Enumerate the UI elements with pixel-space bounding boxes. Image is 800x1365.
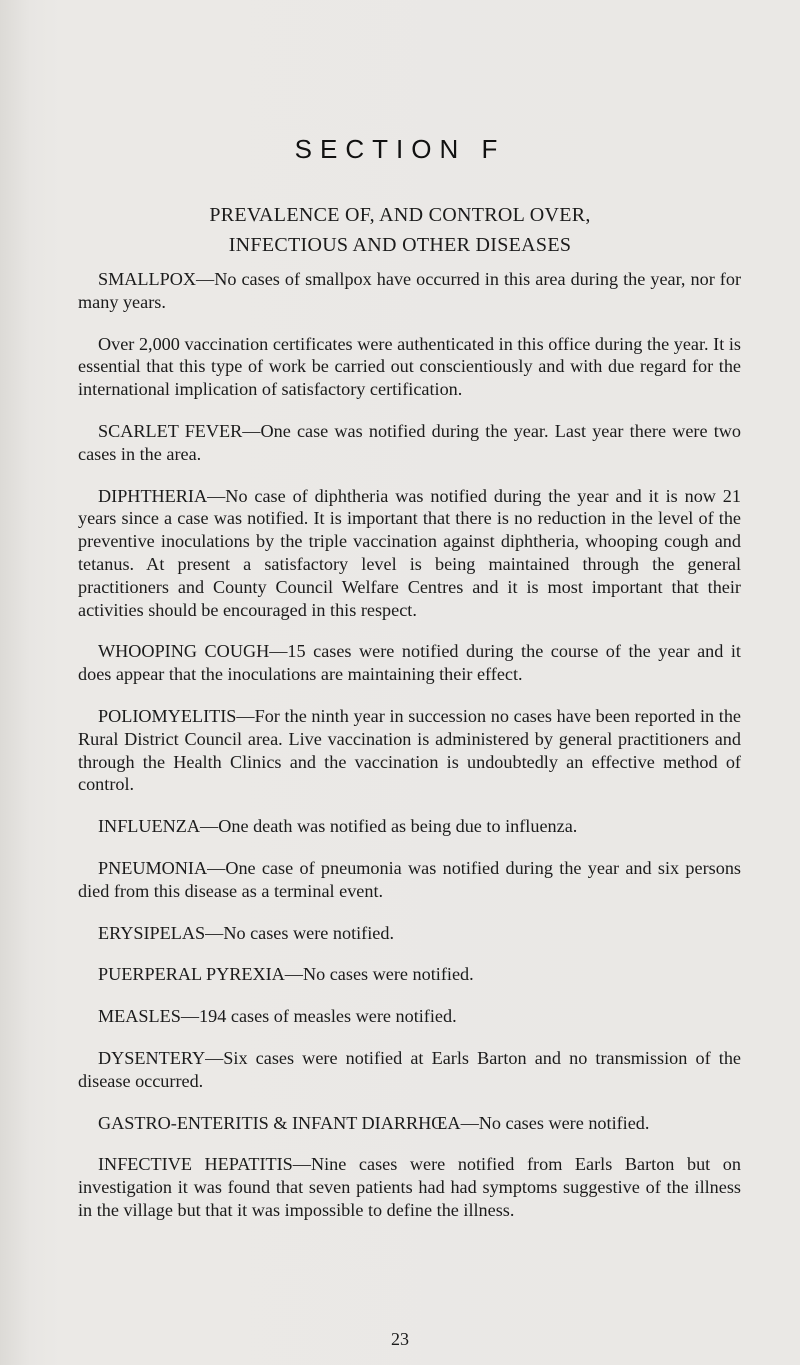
paragraph-influenza: INFLUENZA—One death was notified as being due to influenza. [98, 816, 578, 837]
paragraph-scarlet-fever: SCARLET FEVER—One case was notified during the year. Last year there were two cases in the area. [78, 420, 741, 464]
paragraph-diphtheria: DIPHTHERIA—No case of diphtheria was notified during the year and it is now 21 years since a case was notified. It is important that there is no reduction in the level of the preventive inoculations by the triple vaccination against diphtheria, whooping cough and tetanus. At present a satisfactory level is being maintained through the general practitioners and County Council Welfare Centres and it is most important that their activities should be encouraged in this respect. [78, 485, 741, 620]
section-heading: SECTION F [294, 134, 506, 164]
paragraph-poliomyelitis: POLIOMYELITIS—For the ninth year in succession no cases have been reported in the Rural District Council area. Live vaccination is administered by general practitioners and through the Health Clinics and the vaccination is undoubtedly an effective method of control. [78, 705, 741, 795]
paragraph-erysipelas: ERYSIPELAS—No cases were notified. [98, 922, 395, 943]
paragraph-dysentery: DYSENTERY—Six cases were notified at Earls Barton and no transmission of the disease occurred. [78, 1047, 741, 1091]
page-number: 23 [391, 1329, 409, 1349]
body-text [78, 268, 741, 1241]
paragraph-whooping-cough: WHOOPING COUGH—15 cases were notified during the course of the year and it does appear that the inoculations are maintaining their effect. [78, 641, 741, 685]
paragraph-measles: MEASLES—194 cases of measles were notified. [98, 1006, 457, 1027]
paragraph-vaccination-certificates: Over 2,000 vaccination certificates were authenticated in this office during the year. It is essential that this type of work be carried out conscientiously and with due regard for the international implication of satisfactory certification. [78, 333, 741, 400]
paragraph-gastro-enteritis: GASTRO-ENTERITIS & INFANT DIARRHŒA—No cases were notified. [98, 1112, 650, 1133]
paragraph-smallpox: SMALLPOX—No cases of smallpox have occurred in this area during the year, nor for many years. [78, 269, 741, 312]
page-title [0, 200, 800, 260]
paragraph-pneumonia: PNEUMONIA—One case of pneumonia was notified during the year and six persons died from this disease as a terminal event. [78, 857, 741, 901]
paragraph-puerperal-pyrexia: PUERPERAL PYREXIA—No cases were notified. [98, 964, 474, 985]
title-line-2: INFECTIOUS AND OTHER DISEASES [228, 234, 572, 256]
paragraph-infective-hepatitis: INFECTIVE HEPATITIS—Nine cases were notified from Earls Barton but on investigation it was found that seven patients had had symptoms suggestive of the illness in the village but that it was impossible to define the illness. [78, 1154, 741, 1220]
title-line-1: PREVALENCE OF, AND CONTROL OVER, [209, 204, 591, 226]
